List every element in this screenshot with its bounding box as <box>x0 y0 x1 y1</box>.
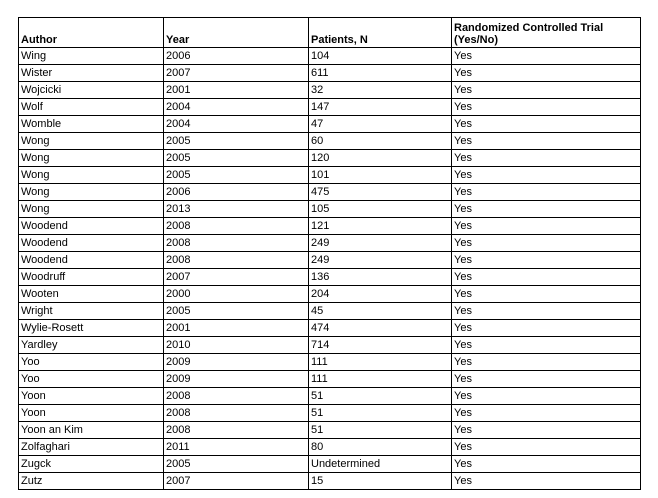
table-row <box>19 184 641 201</box>
cell-author: Wong <box>19 201 164 218</box>
cell-author: Yoon an Kim <box>19 422 164 439</box>
table-row <box>19 150 641 167</box>
cell-author: Wister <box>19 65 164 82</box>
cell-author: Zugck <box>19 456 164 473</box>
cell-patients: 136 <box>309 269 452 286</box>
table-row <box>19 320 641 337</box>
cell-year: 2008 <box>164 388 309 405</box>
table-row <box>19 252 641 269</box>
cell-patients: 105 <box>309 201 452 218</box>
cell-patients: 249 <box>309 235 452 252</box>
table-row <box>19 371 641 388</box>
studies-table <box>18 17 641 490</box>
cell-rct: Yes <box>452 320 641 337</box>
cell-patients: Undetermined <box>309 456 452 473</box>
cell-rct: Yes <box>452 99 641 116</box>
cell-rct: Yes <box>452 167 641 184</box>
table-row <box>19 473 641 490</box>
cell-year: 2008 <box>164 235 309 252</box>
cell-year: 2001 <box>164 320 309 337</box>
cell-year: 2007 <box>164 473 309 490</box>
table-row <box>19 65 641 82</box>
table-row <box>19 422 641 439</box>
cell-rct: Yes <box>452 184 641 201</box>
cell-rct: Yes <box>452 337 641 354</box>
cell-author: Wooten <box>19 286 164 303</box>
cell-patients: 475 <box>309 184 452 201</box>
cell-year: 2001 <box>164 82 309 99</box>
cell-year: 2005 <box>164 150 309 167</box>
cell-author: Woodend <box>19 252 164 269</box>
header-year: Year <box>164 18 309 48</box>
cell-author: Woodend <box>19 235 164 252</box>
cell-author: Yoon <box>19 405 164 422</box>
cell-patients: 120 <box>309 150 452 167</box>
table-row <box>19 405 641 422</box>
cell-author: Yardley <box>19 337 164 354</box>
cell-patients: 714 <box>309 337 452 354</box>
cell-rct: Yes <box>452 371 641 388</box>
cell-patients: 45 <box>309 303 452 320</box>
cell-patients: 147 <box>309 99 452 116</box>
cell-rct: Yes <box>452 150 641 167</box>
cell-author: Wong <box>19 150 164 167</box>
header-row <box>19 18 641 48</box>
cell-author: Zutz <box>19 473 164 490</box>
table-row <box>19 388 641 405</box>
cell-year: 2008 <box>164 422 309 439</box>
cell-patients: 15 <box>309 473 452 490</box>
table-row <box>19 354 641 371</box>
table-row <box>19 456 641 473</box>
cell-year: 2004 <box>164 99 309 116</box>
cell-author: Zolfaghari <box>19 439 164 456</box>
cell-year: 2009 <box>164 371 309 388</box>
cell-rct: Yes <box>452 405 641 422</box>
cell-rct: Yes <box>452 201 641 218</box>
cell-patients: 611 <box>309 65 452 82</box>
cell-patients: 249 <box>309 252 452 269</box>
cell-author: Womble <box>19 116 164 133</box>
cell-year: 2010 <box>164 337 309 354</box>
cell-patients: 51 <box>309 388 452 405</box>
cell-rct: Yes <box>452 252 641 269</box>
cell-author: Wylie-Rosett <box>19 320 164 337</box>
table-row <box>19 99 641 116</box>
table-row <box>19 269 641 286</box>
cell-patients: 60 <box>309 133 452 150</box>
cell-patients: 121 <box>309 218 452 235</box>
cell-author: Wojcicki <box>19 82 164 99</box>
cell-patients: 80 <box>309 439 452 456</box>
cell-rct: Yes <box>452 303 641 320</box>
cell-patients: 111 <box>309 354 452 371</box>
header-author: Author <box>19 18 164 48</box>
cell-year: 2008 <box>164 218 309 235</box>
table-row <box>19 218 641 235</box>
cell-author: Wong <box>19 167 164 184</box>
cell-patients: 111 <box>309 371 452 388</box>
cell-year: 2004 <box>164 116 309 133</box>
cell-author: Woodend <box>19 218 164 235</box>
cell-patients: 51 <box>309 422 452 439</box>
table-row <box>19 303 641 320</box>
cell-rct: Yes <box>452 354 641 371</box>
cell-year: 2006 <box>164 48 309 65</box>
table-row <box>19 235 641 252</box>
cell-year: 2008 <box>164 252 309 269</box>
cell-author: Wing <box>19 48 164 65</box>
cell-patients: 101 <box>309 167 452 184</box>
cell-rct: Yes <box>452 456 641 473</box>
cell-patients: 51 <box>309 405 452 422</box>
cell-year: 2000 <box>164 286 309 303</box>
cell-rct: Yes <box>452 48 641 65</box>
table-row <box>19 48 641 65</box>
cell-year: 2011 <box>164 439 309 456</box>
cell-rct: Yes <box>452 218 641 235</box>
cell-author: Wong <box>19 184 164 201</box>
table-row <box>19 201 641 218</box>
table-body <box>19 48 641 490</box>
cell-author: Yoo <box>19 371 164 388</box>
table-row <box>19 286 641 303</box>
cell-author: Yoon <box>19 388 164 405</box>
cell-year: 2005 <box>164 303 309 320</box>
cell-author: Wright <box>19 303 164 320</box>
cell-year: 2005 <box>164 456 309 473</box>
cell-rct: Yes <box>452 439 641 456</box>
cell-rct: Yes <box>452 133 641 150</box>
cell-rct: Yes <box>452 269 641 286</box>
cell-author: Wolf <box>19 99 164 116</box>
cell-year: 2009 <box>164 354 309 371</box>
cell-year: 2007 <box>164 269 309 286</box>
cell-year: 2007 <box>164 65 309 82</box>
cell-year: 2013 <box>164 201 309 218</box>
cell-year: 2006 <box>164 184 309 201</box>
table-row <box>19 116 641 133</box>
cell-year: 2005 <box>164 133 309 150</box>
cell-year: 2008 <box>164 405 309 422</box>
cell-patients: 474 <box>309 320 452 337</box>
cell-patients: 104 <box>309 48 452 65</box>
cell-year: 2005 <box>164 167 309 184</box>
table-row <box>19 337 641 354</box>
header-rct: Randomized Controlled Trial (Yes/No) <box>452 18 641 48</box>
cell-author: Wong <box>19 133 164 150</box>
cell-author: Yoo <box>19 354 164 371</box>
cell-rct: Yes <box>452 422 641 439</box>
table-row <box>19 82 641 99</box>
table-row <box>19 167 641 184</box>
cell-rct: Yes <box>452 473 641 490</box>
cell-rct: Yes <box>452 235 641 252</box>
cell-rct: Yes <box>452 116 641 133</box>
cell-rct: Yes <box>452 286 641 303</box>
header-patients: Patients, N <box>309 18 452 48</box>
cell-patients: 32 <box>309 82 452 99</box>
table-row <box>19 133 641 150</box>
cell-rct: Yes <box>452 82 641 99</box>
cell-patients: 204 <box>309 286 452 303</box>
table-row <box>19 439 641 456</box>
cell-rct: Yes <box>452 65 641 82</box>
cell-rct: Yes <box>452 388 641 405</box>
cell-author: Woodruff <box>19 269 164 286</box>
cell-patients: 47 <box>309 116 452 133</box>
